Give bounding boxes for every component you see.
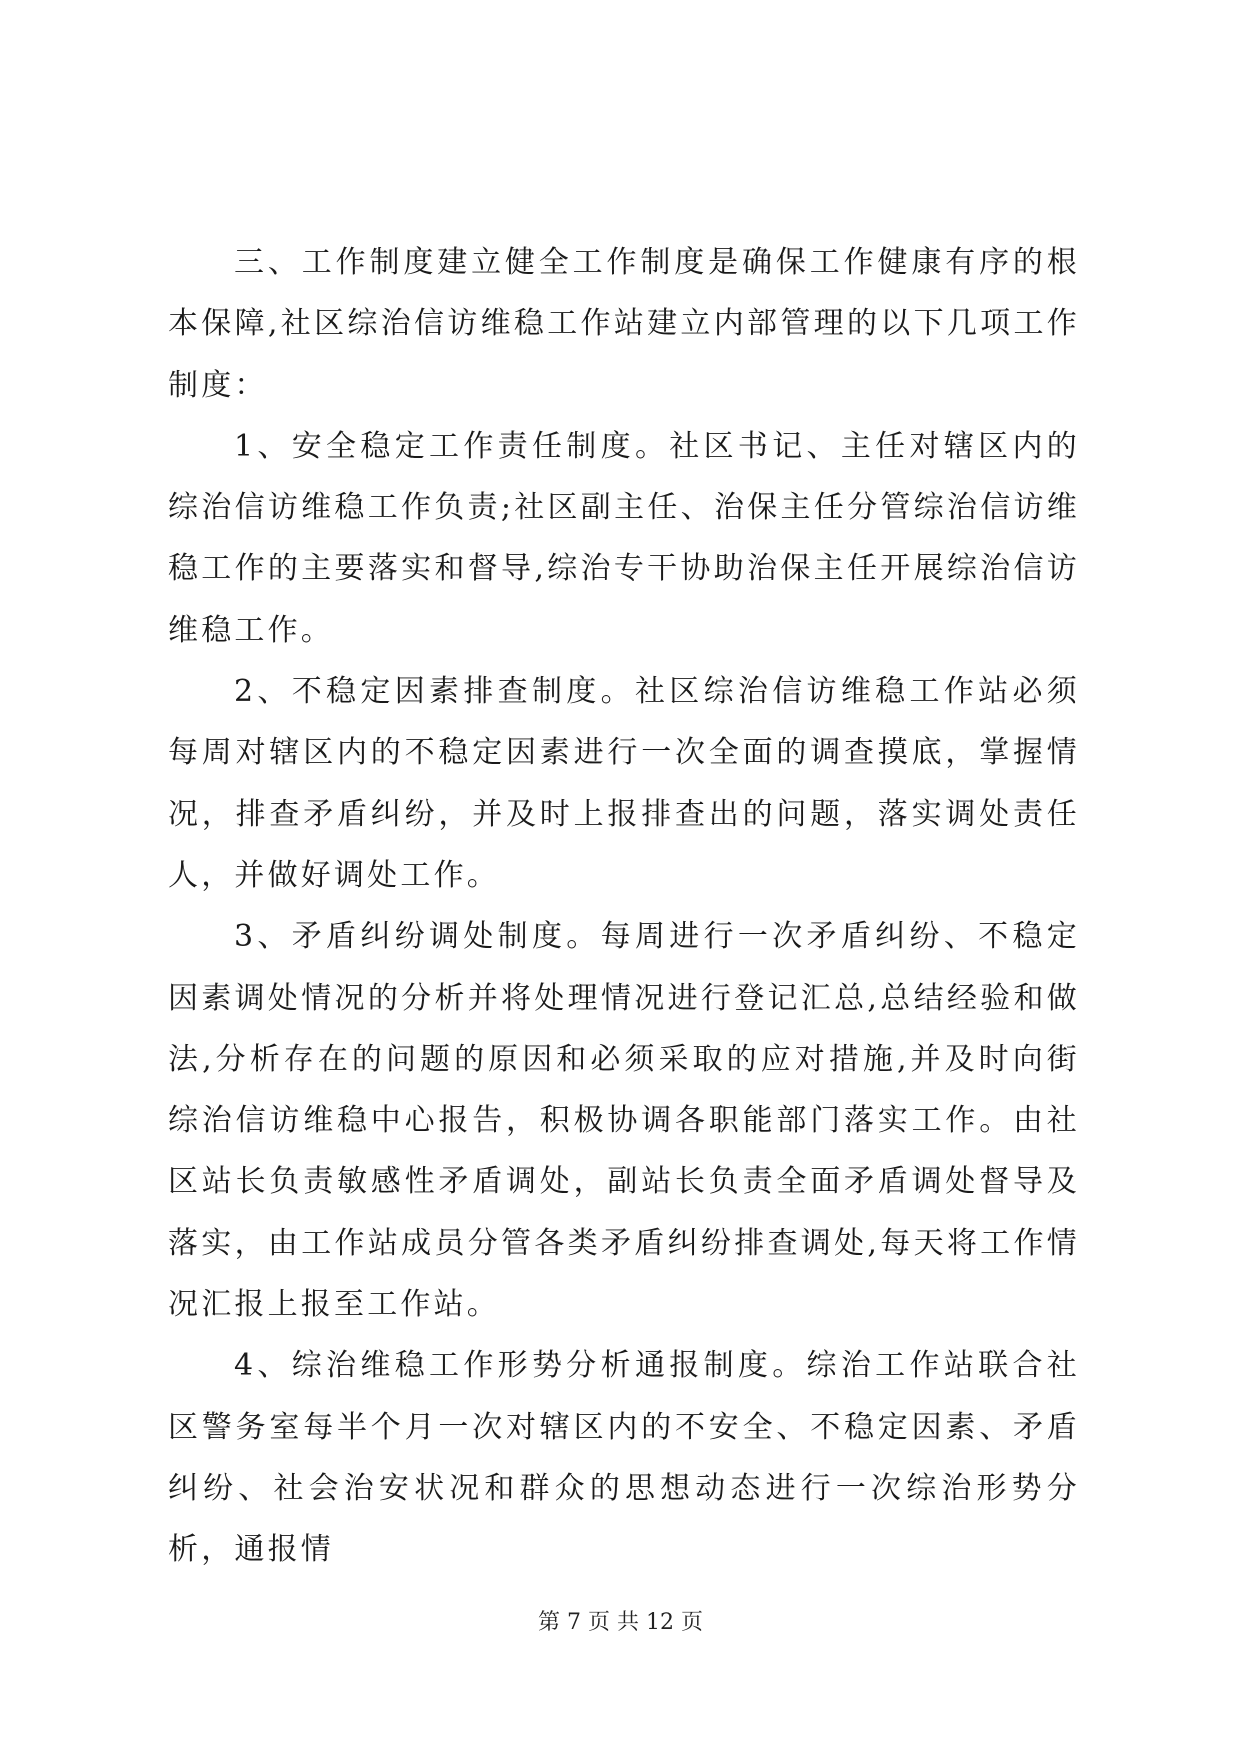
page-number-footer: 第 7 页 共 12 页: [538, 1610, 703, 1635]
paragraph-instability-screening: 2、不稳定因素排查制度。社区综治信访维稳工作站必须每周对辖区内的不稳定因素进行一次全面的调查摸底，掌握情况，排查矛盾纠纷，并及时上报排查出的问题，落实调处责任人，并做好调处工作。: [168, 674, 1080, 893]
document-body: [168, 232, 1080, 1581]
paragraph-safety-responsibility: 1、安全稳定工作责任制度。社区书记、主任对辖区内的综治信访维稳工作负责;社区副主任、治保主任分管综治信访维稳工作的主要落实和督导,综治专干协助治保主任开展综治信访维稳工作。: [168, 428, 1080, 648]
paragraph-dispute-mediation: 3、矛盾纠纷调处制度。每周进行一次矛盾纠纷、不稳定因素调处情况的分析并将处理情况进行登记汇总,总结经验和做法,分析存在的问题的原因和必须采取的应对措施,并及时向街综治信访维稳中心报告，积极协调各职能部门落实工作。由社区站长负责敏感性矛盾调处，副站长负责全面矛盾调处督导及落实，由工作站成员分管各类矛盾纠纷排查调处,每天将工作情况汇报上报至工作站。: [168, 919, 1080, 1323]
paragraph-situation-analysis: 4、综治维稳工作形势分析通报制度。综治工作站联合社区警务室每半个月一次对辖区内的不安全、不稳定因素、矛盾纠纷、社会治安状况和群众的思想动态进行一次综治形势分析，通报情: [168, 1348, 1080, 1568]
paragraph-work-system-intro: 三、工作制度建立健全工作制度是确保工作健康有序的根本保障,社区综治信访维稳工作站建立内部管理的以下几项工作制度：: [168, 245, 1080, 403]
